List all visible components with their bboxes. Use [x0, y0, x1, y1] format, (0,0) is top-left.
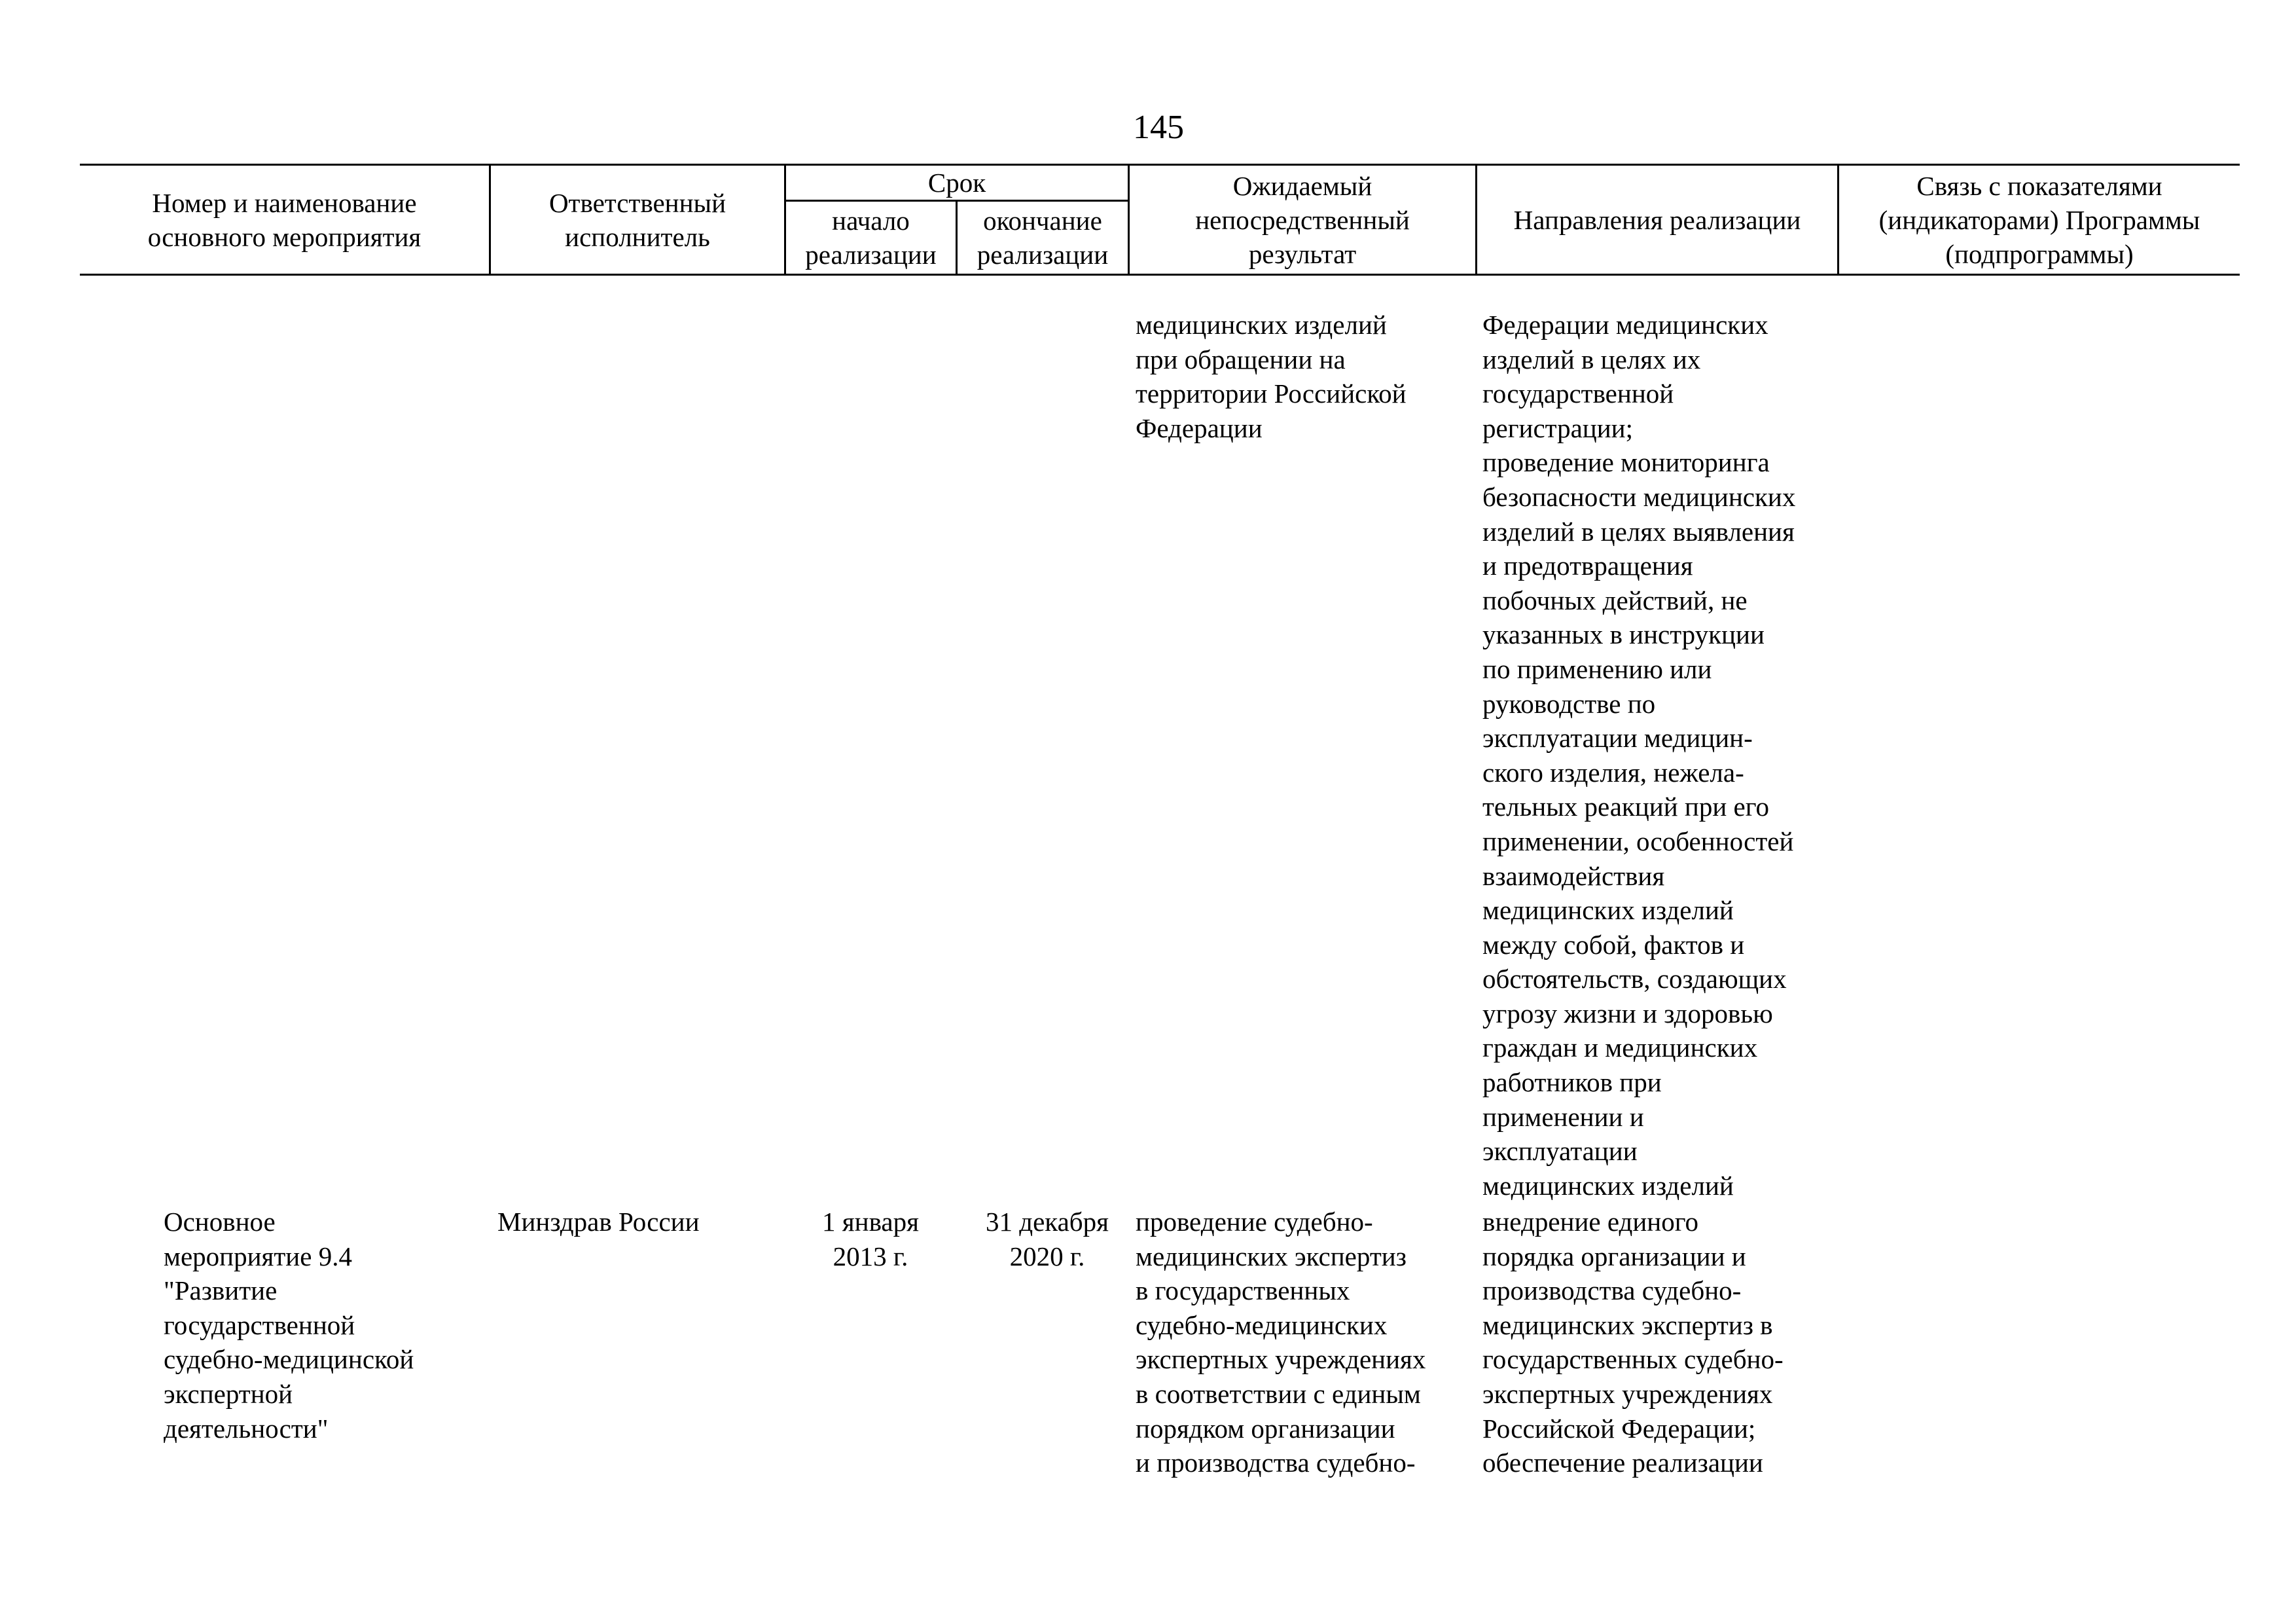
activity-9-4-name: Основное мероприятие 9.4 "Развитие государственной судебно-медицинской экспертной деятельности" [164, 1207, 414, 1444]
header-directions: Направления реализации [1513, 204, 1801, 235]
header-end: окончание реализации [977, 206, 1109, 270]
header-indicators: Связь с показателями (индикаторами) Программы (подпрограммы) [1878, 170, 2200, 269]
activity-9-4-end: 31 декабря 2020 г. [985, 1207, 1109, 1271]
continued-result-text: медицинских изделий при обращении на территории Российской Федерации [1136, 310, 1407, 443]
header-term: Срок [927, 168, 986, 198]
header-expected-result: Ожидаемый непосредственный результат [1195, 170, 1410, 269]
activity-9-4-start: 1 января 2013 г. [822, 1207, 919, 1271]
header-activity: Номер и наименование основного мероприятия [147, 187, 422, 252]
header-executor: Ответственный исполнитель [548, 187, 726, 252]
activity-9-4-directions: внедрение единого порядка организации и производства судебно- медицинских экспертиз в государственных судебно- экспертных учреждениях Российской Федерации; обеспечение реализации [1482, 1207, 1784, 1478]
activity-9-4-executor: Минздрав России [497, 1207, 700, 1237]
table-header [80, 164, 2240, 276]
activity-9-4-result: проведение судебно- медицинских экспертиз в государственных судебно-медицинских экспертных учреждениях в соответствии с единым порядком организации и производства судебно- [1136, 1207, 1426, 1478]
header-start: начало реализации [805, 206, 937, 270]
continued-directions-text: Федерации медицинских изделий в целях их государственной регистрации; проведение мониторинга безопасности медицинских изделий в целях выявления и предотвращения побочных действий, не указанных в инструкции по применению или руководстве по эксплуатации медицин- ского изделия, нежела- тельных реакций при его применении, особенностей взаимодействия медицинских изделий между собой, фактов и обстоятельств, создающих угрозу жизни и здоровью граждан и медицинских работников при применении и эксплуатации медицинских изделий [1482, 310, 1796, 1201]
page-number: 145 [1133, 109, 1184, 146]
